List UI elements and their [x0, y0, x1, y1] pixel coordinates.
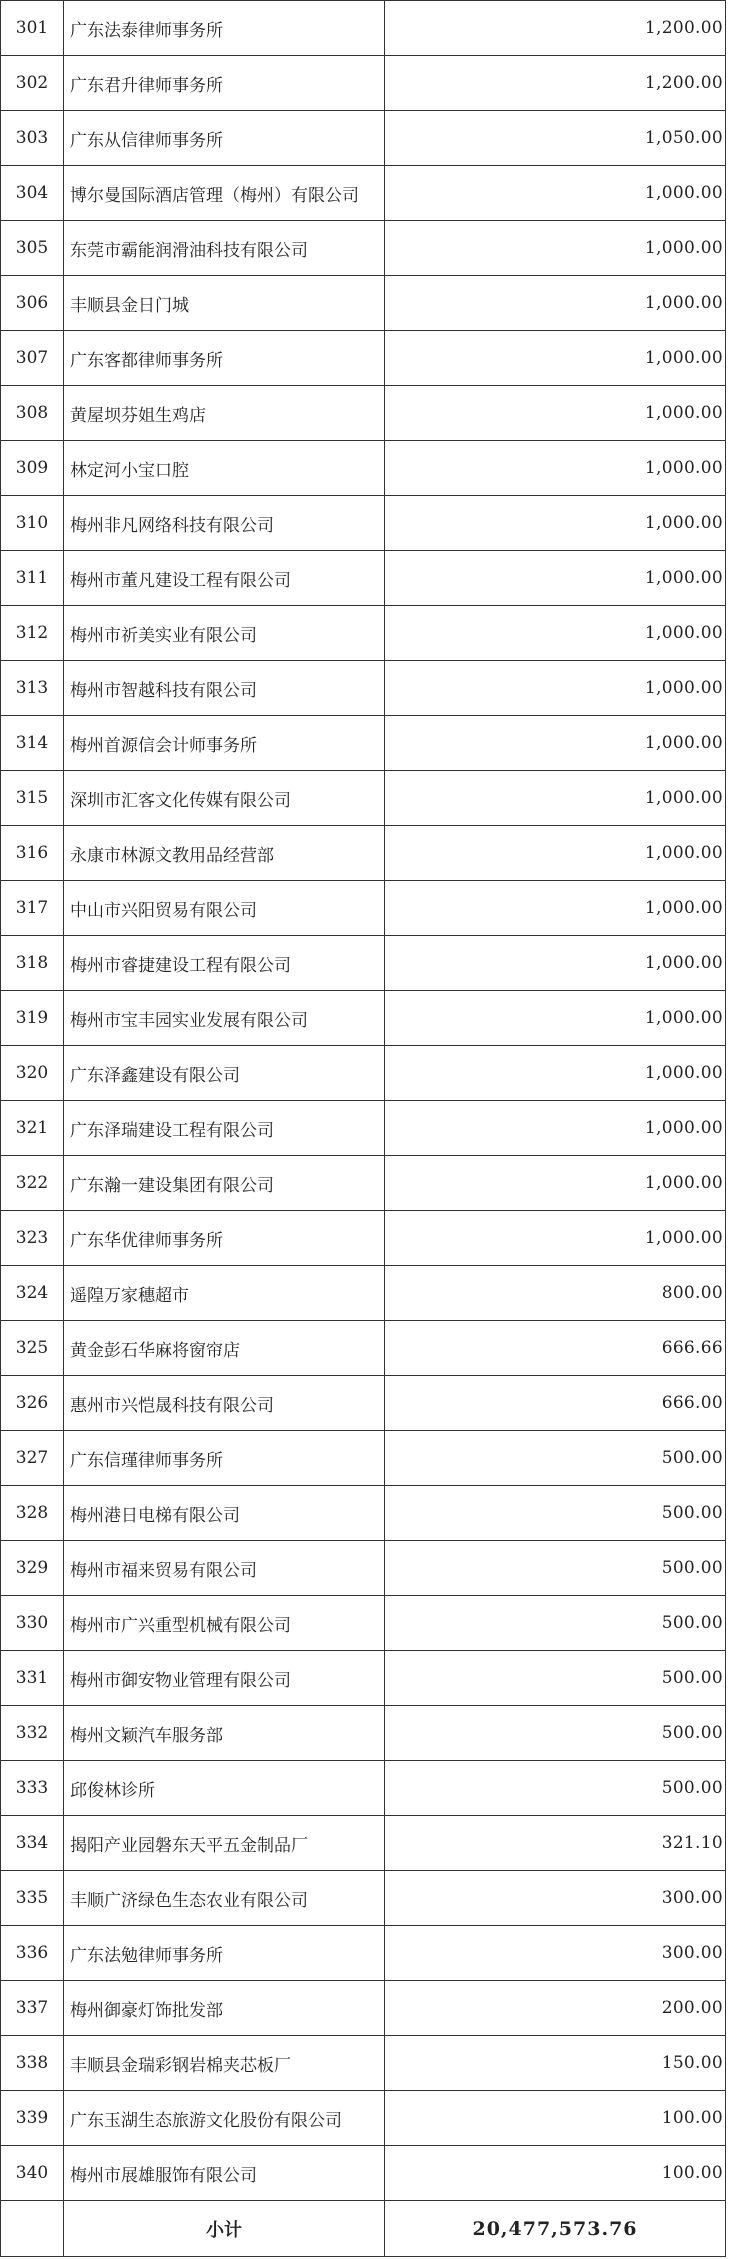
row-number: 335: [1, 1871, 64, 1926]
row-amount: 100.00: [385, 2146, 726, 2201]
table-row: [1, 1431, 726, 1486]
row-name: 惠州市兴恺晟科技有限公司: [64, 1376, 385, 1431]
table-row: [1, 1486, 726, 1541]
table-row: [1, 1211, 726, 1266]
row-amount: 1,000.00: [385, 826, 726, 881]
row-name: 广东玉湖生态旅游文化股份有限公司: [64, 2091, 385, 2146]
row-amount: 666.00: [385, 1376, 726, 1431]
table-row: [1, 221, 726, 276]
table-row: [1, 1541, 726, 1596]
subtotal-label: 小计: [64, 2201, 385, 2257]
row-amount: 500.00: [385, 1541, 726, 1596]
row-amount: 200.00: [385, 1981, 726, 2036]
row-number: 340: [1, 2146, 64, 2201]
table-row: [1, 1266, 726, 1321]
row-amount: 1,000.00: [385, 606, 726, 661]
row-number: 321: [1, 1101, 64, 1156]
table-row: [1, 936, 726, 991]
row-number: 328: [1, 1486, 64, 1541]
table-row: [1, 1871, 726, 1926]
table-row: [1, 56, 726, 111]
table-row: [1, 551, 726, 606]
row-number: 310: [1, 496, 64, 551]
row-amount: 1,000.00: [385, 1156, 726, 1211]
row-number: 313: [1, 661, 64, 716]
row-number: 320: [1, 1046, 64, 1101]
row-number: 331: [1, 1651, 64, 1706]
table-row: [1, 1706, 726, 1761]
table-row: [1, 1046, 726, 1101]
row-number: 314: [1, 716, 64, 771]
row-number: 304: [1, 166, 64, 221]
table-row: [1, 661, 726, 716]
row-amount: 500.00: [385, 1596, 726, 1651]
row-amount: 1,000.00: [385, 661, 726, 716]
row-name: 林定河小宝口腔: [64, 441, 385, 496]
table-row: [1, 1321, 726, 1376]
row-amount: 1,200.00: [385, 1, 726, 56]
row-number: 339: [1, 2091, 64, 2146]
row-number: 315: [1, 771, 64, 826]
row-name: 永康市林源文教用品经营部: [64, 826, 385, 881]
row-number: 317: [1, 881, 64, 936]
row-name: 广东泽鑫建设有限公司: [64, 1046, 385, 1101]
row-name: 广东从信律师事务所: [64, 111, 385, 166]
row-number: 333: [1, 1761, 64, 1816]
row-amount: 1,000.00: [385, 1046, 726, 1101]
row-name: 邱俊林诊所: [64, 1761, 385, 1816]
row-amount: 1,000.00: [385, 771, 726, 826]
row-name: 黄屋坝芬姐生鸡店: [64, 386, 385, 441]
row-number: 302: [1, 56, 64, 111]
row-name: 遥隍万家穗超市: [64, 1266, 385, 1321]
row-name: 广东华优律师事务所: [64, 1211, 385, 1266]
row-amount: 500.00: [385, 1706, 726, 1761]
row-name: 梅州市御安物业管理有限公司: [64, 1651, 385, 1706]
row-name: 博尔曼国际酒店管理（梅州）有限公司: [64, 166, 385, 221]
table-row: [1, 1651, 726, 1706]
table-row: [1, 1156, 726, 1211]
row-amount: 100.00: [385, 2091, 726, 2146]
row-name: 梅州市福来贸易有限公司: [64, 1541, 385, 1596]
row-number: 327: [1, 1431, 64, 1486]
row-amount: 1,000.00: [385, 331, 726, 386]
row-amount: 666.66: [385, 1321, 726, 1376]
row-amount: 1,000.00: [385, 551, 726, 606]
row-name: 梅州首源信会计师事务所: [64, 716, 385, 771]
table-row: [1, 1761, 726, 1816]
row-name: 梅州市智越科技有限公司: [64, 661, 385, 716]
row-amount: 1,050.00: [385, 111, 726, 166]
row-name: 揭阳产业园磐东天平五金制品厂: [64, 1816, 385, 1871]
row-amount: 321.10: [385, 1816, 726, 1871]
row-amount: 1,000.00: [385, 276, 726, 331]
row-name: 黄金彭石华麻将窗帘店: [64, 1321, 385, 1376]
row-amount: 1,000.00: [385, 441, 726, 496]
row-name: 梅州文颖汽车服务部: [64, 1706, 385, 1761]
row-number: 334: [1, 1816, 64, 1871]
row-amount: 1,200.00: [385, 56, 726, 111]
row-number: 338: [1, 2036, 64, 2091]
row-number: 332: [1, 1706, 64, 1761]
table-row: [1, 331, 726, 386]
row-number: 329: [1, 1541, 64, 1596]
row-name: 丰顺县金日门城: [64, 276, 385, 331]
table-row: [1, 276, 726, 331]
row-number: 336: [1, 1926, 64, 1981]
table-row: [1, 1376, 726, 1431]
row-number: 318: [1, 936, 64, 991]
table-row: [1, 606, 726, 661]
row-number: 308: [1, 386, 64, 441]
table-row: [1, 386, 726, 441]
table-row: [1, 2091, 726, 2146]
row-amount: 300.00: [385, 1926, 726, 1981]
row-name: 广东法勉律师事务所: [64, 1926, 385, 1981]
row-number: 303: [1, 111, 64, 166]
table-row: [1, 716, 726, 771]
row-name: 丰顺县金瑞彩钢岩棉夹芯板厂: [64, 2036, 385, 2091]
row-number: 306: [1, 276, 64, 331]
row-number: 305: [1, 221, 64, 276]
row-number: 323: [1, 1211, 64, 1266]
row-name: 广东君升律师事务所: [64, 56, 385, 111]
row-amount: 1,000.00: [385, 716, 726, 771]
row-name: 中山市兴阳贸易有限公司: [64, 881, 385, 936]
table-row: [1, 826, 726, 881]
donation-table-body: [1, 1, 726, 2257]
row-amount: 1,000.00: [385, 386, 726, 441]
row-name: 深圳市汇客文化传媒有限公司: [64, 771, 385, 826]
subtotal-row: [1, 2201, 726, 2257]
row-name: 梅州市广兴重型机械有限公司: [64, 1596, 385, 1651]
row-amount: 1,000.00: [385, 881, 726, 936]
table-row: [1, 1101, 726, 1156]
row-number: 337: [1, 1981, 64, 2036]
row-number: 311: [1, 551, 64, 606]
row-name: 梅州御豪灯饰批发部: [64, 1981, 385, 2036]
row-amount: 150.00: [385, 2036, 726, 2091]
row-number: 325: [1, 1321, 64, 1376]
row-amount: 1,000.00: [385, 496, 726, 551]
table-row: [1, 2146, 726, 2201]
row-number: 309: [1, 441, 64, 496]
row-name: 梅州市宝丰园实业发展有限公司: [64, 991, 385, 1046]
row-amount: 1,000.00: [385, 1211, 726, 1266]
table-row: [1, 1816, 726, 1871]
subtotal-empty-cell: [1, 2201, 64, 2257]
row-amount: 300.00: [385, 1871, 726, 1926]
row-name: 广东法泰律师事务所: [64, 1, 385, 56]
table-row: [1, 1, 726, 56]
row-amount: 500.00: [385, 1761, 726, 1816]
row-amount: 500.00: [385, 1486, 726, 1541]
row-number: 319: [1, 991, 64, 1046]
row-name: 梅州市睿捷建设工程有限公司: [64, 936, 385, 991]
row-number: 326: [1, 1376, 64, 1431]
row-amount: 500.00: [385, 1651, 726, 1706]
row-amount: 1,000.00: [385, 166, 726, 221]
row-name: 丰顺广济绿色生态农业有限公司: [64, 1871, 385, 1926]
row-name: 广东瀚一建设集团有限公司: [64, 1156, 385, 1211]
row-amount: 1,000.00: [385, 221, 726, 276]
table-row: [1, 771, 726, 826]
row-name: 广东信瑾律师事务所: [64, 1431, 385, 1486]
row-name: 东莞市霸能润滑油科技有限公司: [64, 221, 385, 276]
row-number: 324: [1, 1266, 64, 1321]
subtotal-amount: 20,477,573.76: [385, 2201, 726, 2257]
row-amount: 1,000.00: [385, 1101, 726, 1156]
row-number: 307: [1, 331, 64, 386]
table-row: [1, 496, 726, 551]
row-name: 梅州市展雄服饰有限公司: [64, 2146, 385, 2201]
row-amount: 500.00: [385, 1431, 726, 1486]
table-row: [1, 991, 726, 1046]
row-amount: 800.00: [385, 1266, 726, 1321]
table-row: [1, 166, 726, 221]
row-name: 梅州市董凡建设工程有限公司: [64, 551, 385, 606]
row-name: 梅州非凡网络科技有限公司: [64, 496, 385, 551]
row-number: 301: [1, 1, 64, 56]
table-row: [1, 881, 726, 936]
table-row: [1, 2036, 726, 2091]
row-number: 330: [1, 1596, 64, 1651]
table-row: [1, 1926, 726, 1981]
table-row: [1, 111, 726, 166]
row-amount: 1,000.00: [385, 991, 726, 1046]
row-name: 梅州港日电梯有限公司: [64, 1486, 385, 1541]
table-row: [1, 1596, 726, 1651]
row-amount: 1,000.00: [385, 936, 726, 991]
row-name: 广东客都律师事务所: [64, 331, 385, 386]
row-name: 梅州市祈美实业有限公司: [64, 606, 385, 661]
row-number: 316: [1, 826, 64, 881]
row-name: 广东泽瑞建设工程有限公司: [64, 1101, 385, 1156]
row-number: 312: [1, 606, 64, 661]
row-number: 322: [1, 1156, 64, 1211]
table-row: [1, 1981, 726, 2036]
table-row: [1, 441, 726, 496]
